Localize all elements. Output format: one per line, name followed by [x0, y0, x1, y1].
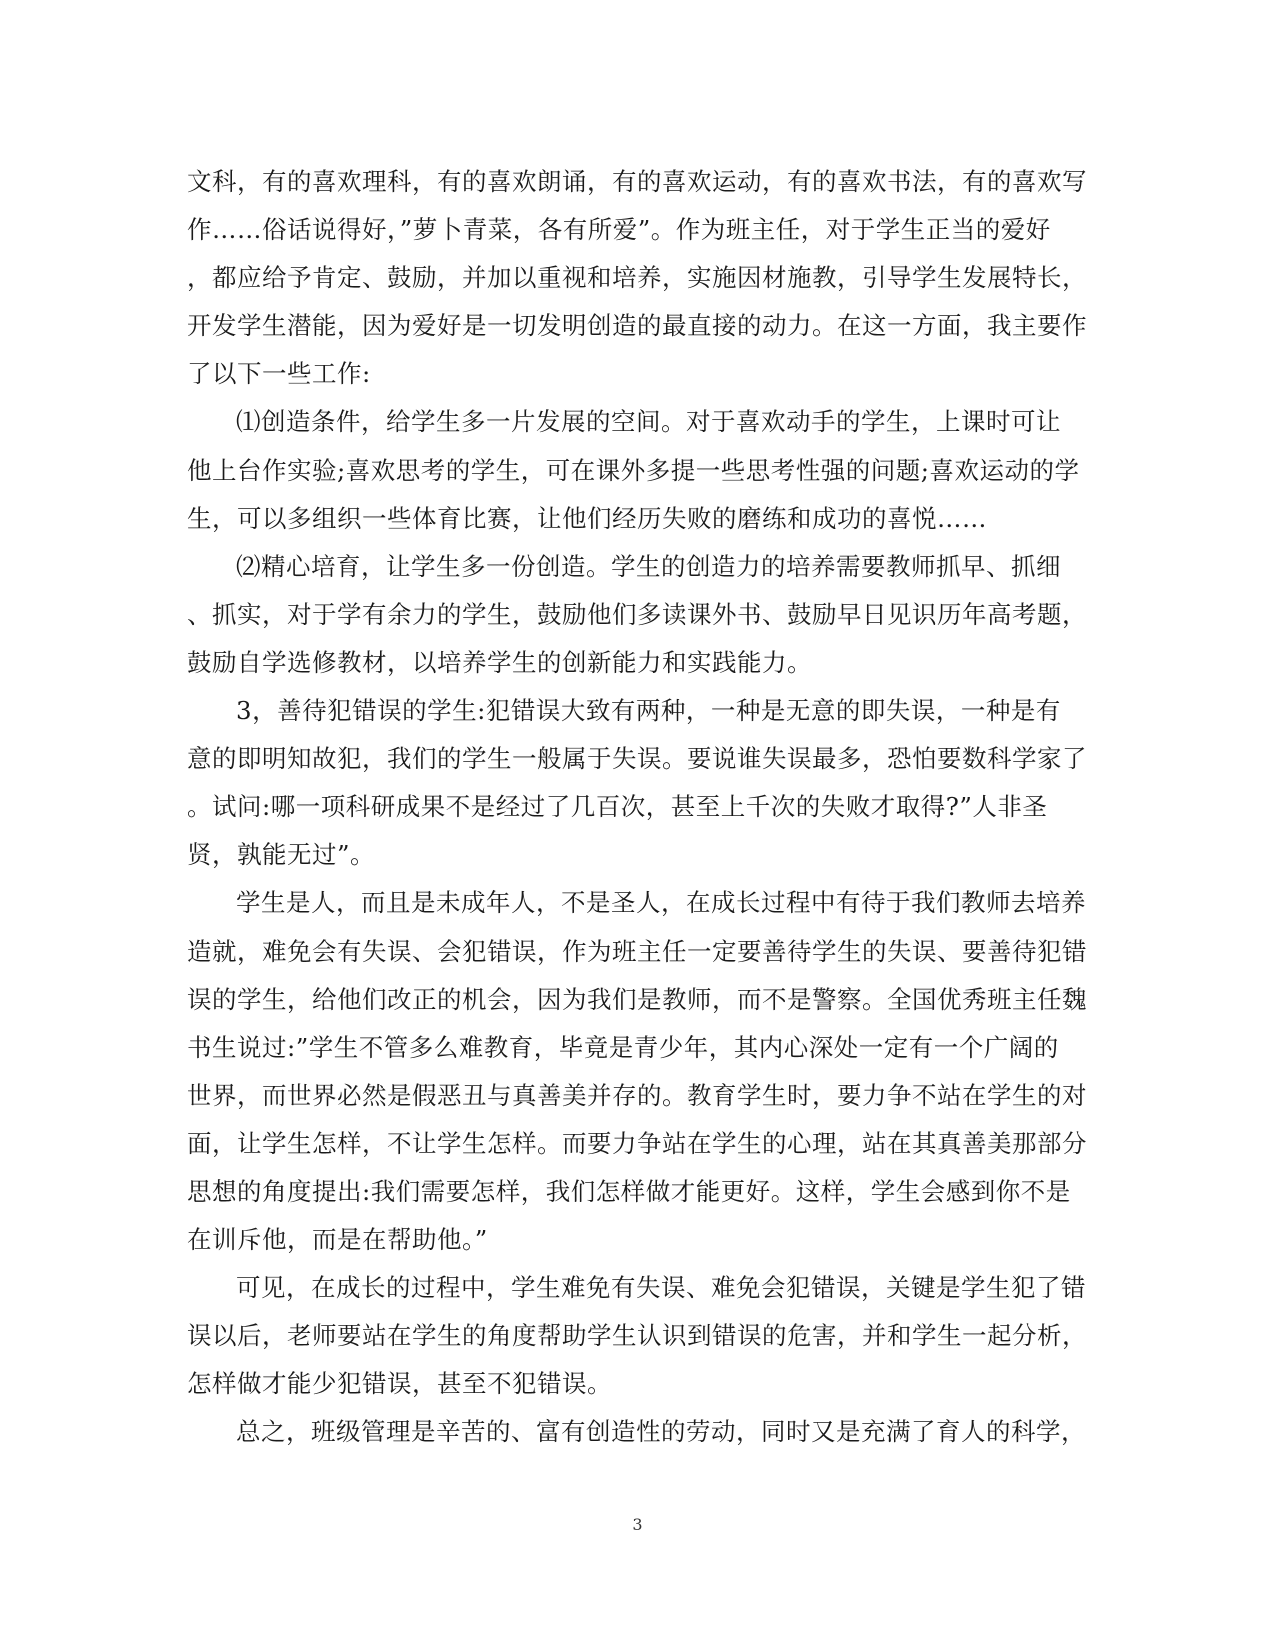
text-line: 面，让学生怎样，不让学生怎样。而要力争站在学生的心理，站在其真善美那部分 — [187, 1128, 1087, 1158]
text-line: ⑴创造条件，给学生多一片发展的空间。对于喜欢动手的学生，上课时可让 — [236, 407, 1061, 437]
text-line: 怎样做才能少犯错误，甚至不犯错误。 — [187, 1369, 612, 1399]
text-line: 造就，难免会有失误、会犯错误，作为班主任一定要善待学生的失误、要善待犯错 — [187, 936, 1087, 966]
text-line: 学生是人，而且是未成年人，不是圣人，在成长过程中有待于我们教师去培养 — [236, 888, 1086, 918]
text-line: 鼓励自学选修教材，以培养学生的创新能力和实践能力。 — [187, 647, 812, 677]
text-line: 开发学生潜能，因为爱好是一切发明创造的最直接的动力。在这一方面，我主要作 — [187, 311, 1087, 341]
text-line: 误的学生，给他们改正的机会，因为我们是教师，而不是警察。全国优秀班主任魏 — [187, 984, 1087, 1014]
page-number: 3 — [632, 1515, 643, 1534]
text-line: 误以后，老师要站在学生的角度帮助学生认识到错误的危害，并和学生一起分析， — [187, 1321, 1087, 1351]
text-line: 书生说过:”学生不管多么难教育，毕竟是青少年，其内心深处一定有一个广阔的 — [187, 1032, 1059, 1062]
text-line: 在训斥他，而是在帮助他。” — [187, 1225, 488, 1255]
text-line: 3，善待犯错误的学生:犯错误大致有两种，一种是无意的即失误，一种是有 — [236, 696, 1061, 726]
text-line: 作……俗话说得好，”萝卜青菜，各有所爱”。作为班主任，对于学生正当的爱好 — [187, 215, 1051, 245]
text-line: 总之，班级管理是辛苦的、富有创造性的劳动，同时又是充满了育人的科学， — [236, 1417, 1086, 1447]
text-line: 文科，有的喜欢理科，有的喜欢朗诵，有的喜欢运动，有的喜欢书法，有的喜欢写 — [187, 167, 1087, 196]
text-line: 贤，孰能无过”。 — [187, 840, 376, 870]
text-line: 思想的角度提出:我们需要怎样，我们怎样做才能更好。这样，学生会感到你不是 — [187, 1176, 1071, 1206]
text-line: 可见，在成长的过程中，学生难免有失误、难免会犯错误，关键是学生犯了错 — [236, 1273, 1086, 1303]
text-line: ，都应给予肯定、鼓励，并加以重视和培养，实施因材施教，引导学生发展特长， — [187, 263, 1087, 293]
text-line: 世界，而世界必然是假恶丑与真善美并存的。教育学生时，要力争不站在学生的对 — [187, 1080, 1087, 1110]
body-text — [187, 158, 1090, 1457]
text-line: 、抓实，对于学有余力的学生，鼓励他们多读课外书、鼓励早日见识历年高考题， — [187, 599, 1087, 629]
text-line: 生，可以多组织一些体育比赛，让他们经历失败的磨练和成功的喜悦…… — [187, 503, 987, 533]
text-line: ⑵精心培育，让学生多一份创造。学生的创造力的培养需要教师抓早、抓细 — [236, 551, 1061, 581]
text-line: 意的即明知故犯，我们的学生一般属于失误。要说谁失误最多，恐怕要数科学家了 — [187, 744, 1087, 774]
text-line: 了以下一些工作: — [187, 359, 371, 389]
text-line: 他上台作实验;喜欢思考的学生，可在课外多提一些思考性强的问题;喜欢运动的学 — [187, 455, 1080, 485]
text-line: 。试问:哪一项科研成果不是经过了几百次，甚至上千次的失败才取得?”人非圣 — [187, 792, 1048, 822]
